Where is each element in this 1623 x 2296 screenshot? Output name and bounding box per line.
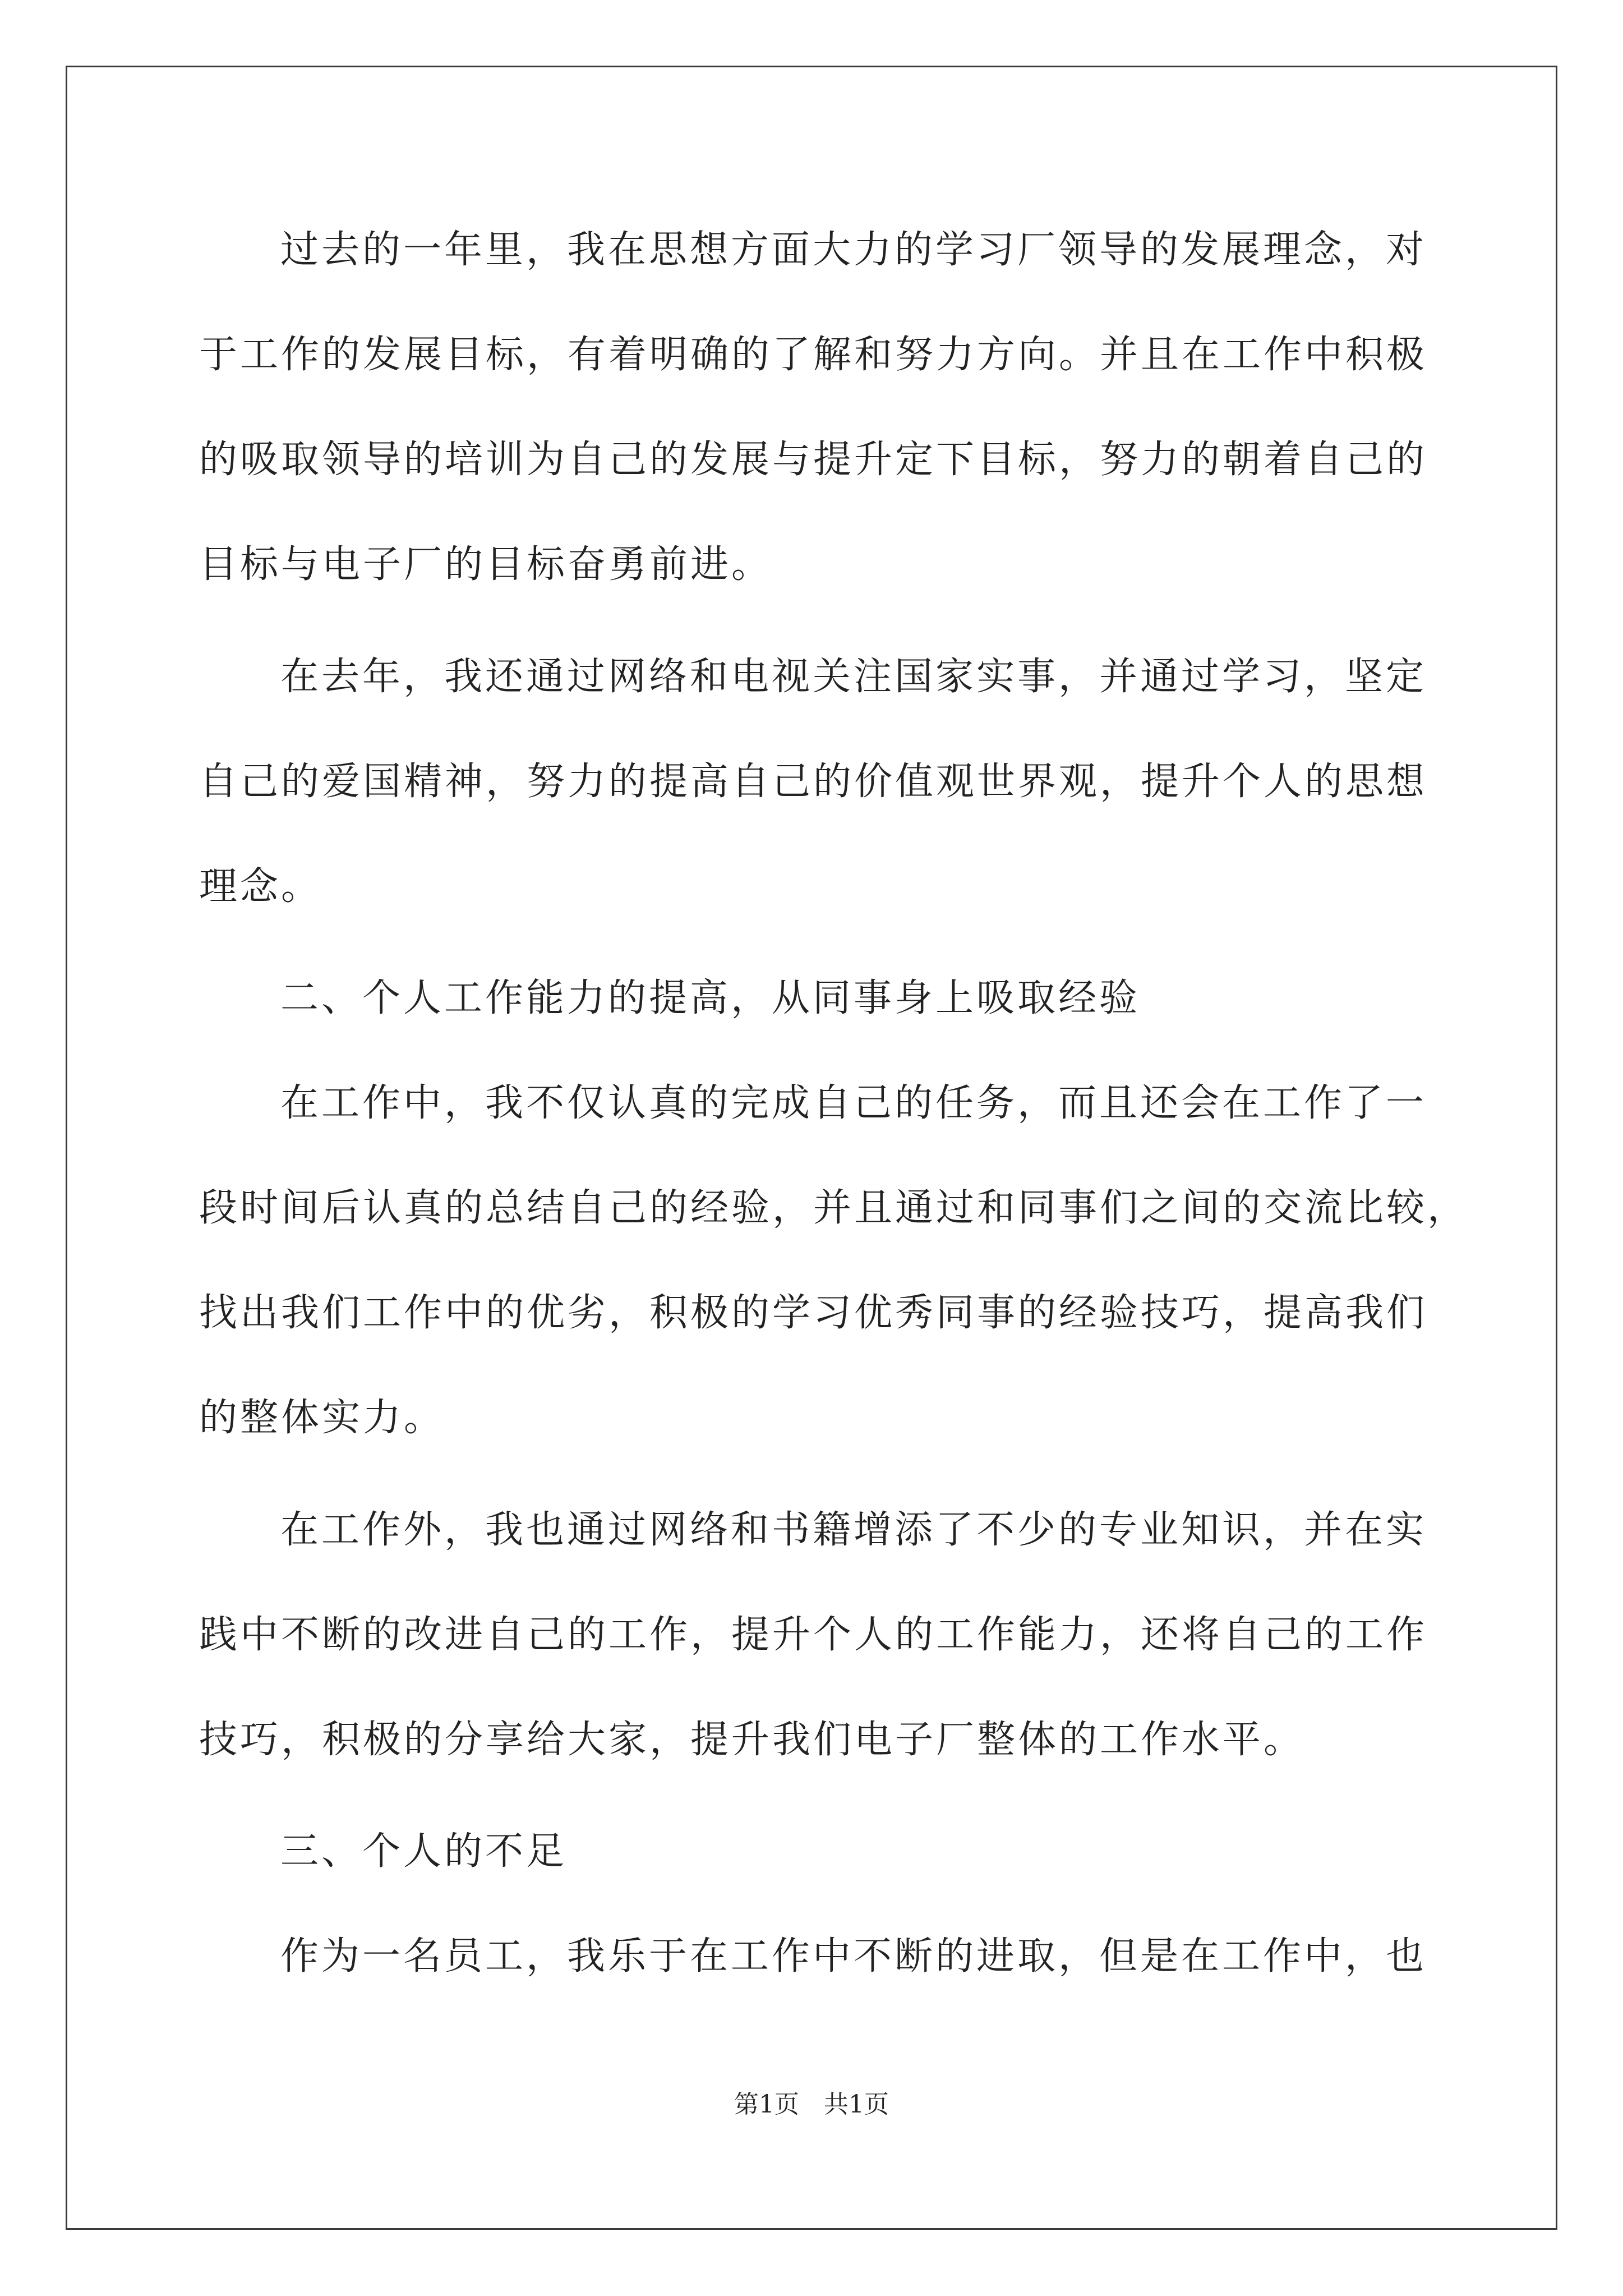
- paragraph-line: 自己的爱国精神，努力的提高自己的价值观世界观，提升个人的思想: [199, 760, 1428, 804]
- paragraph-line: 段时间后认真的总结自己的经验，并且通过和同事们之间的交流比较，: [199, 1186, 1469, 1230]
- paragraph-line: 作为一名员工，我乐于在工作中不断的进取，但是在工作中，也: [280, 1934, 1427, 1978]
- paragraph-line: 在工作外，我也通过网络和书籍增添了不少的专业知识，并在实: [280, 1508, 1427, 1552]
- paragraph-line: 于工作的发展目标，有着明确的了解和努力方向。并且在工作中积极: [199, 333, 1428, 377]
- page-border: [66, 66, 1557, 2230]
- paragraph-line: 技巧，积极的分享给大家，提升我们电子厂整体的工作水平。: [199, 1718, 1305, 1762]
- paragraph-line: 找出我们工作中的优劣，积极的学习优秀同事的经验技巧，提高我们: [199, 1291, 1428, 1335]
- paragraph-line: 在工作中，我不仅认真的完成自己的任务，而且还会在工作了一: [280, 1081, 1427, 1125]
- paragraph-line: 的整体实力。: [199, 1396, 445, 1440]
- paragraph-line: 理念。: [199, 864, 322, 909]
- paragraph-line: 目标与电子厂的目标奋勇前进。: [199, 542, 773, 587]
- paragraph-line: 过去的一年里，我在思想方面大力的学习厂领导的发展理念，对: [280, 228, 1427, 272]
- section-heading: 三、个人的不足: [280, 1829, 568, 1874]
- paragraph-line: 践中不断的改进自己的工作，提升个人的工作能力，还将自己的工作: [199, 1613, 1428, 1657]
- section-heading: 二、个人工作能力的提高，从同事身上吸取经验: [280, 976, 1141, 1020]
- paragraph-line: 的吸取领导的培训为自己的发展与提升定下目标，努力的朝着自己的: [199, 438, 1428, 482]
- page-number-footer: 第1页 共1页: [734, 2090, 889, 2119]
- paragraph-line: 在去年，我还通过网络和电视关注国家实事，并通过学习，坚定: [280, 655, 1427, 699]
